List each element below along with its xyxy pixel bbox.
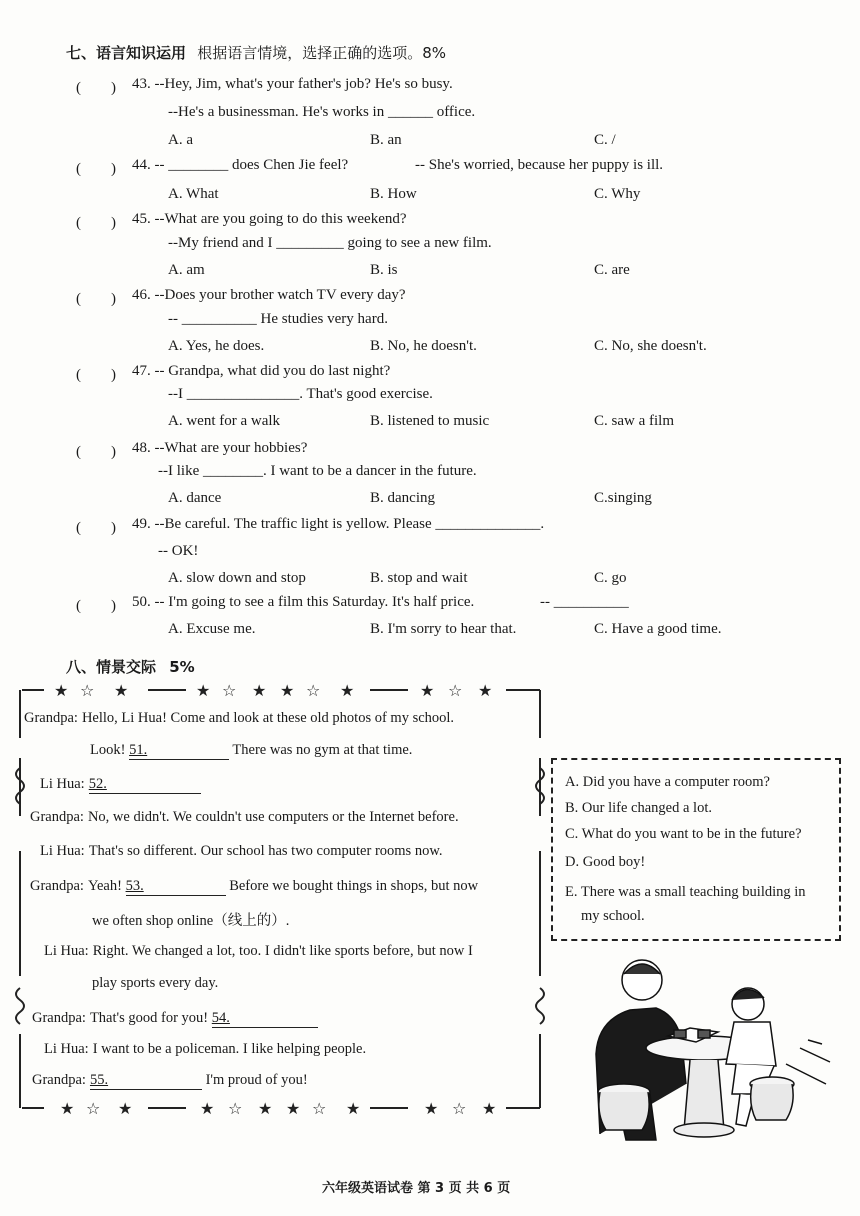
dialogue-line — [92, 975, 218, 992]
star-icon: ☆ — [80, 681, 95, 700]
star-icon: ★ — [60, 1099, 75, 1118]
option-c[interactable]: C. / — [594, 132, 616, 148]
question-text: 44. -- ________ does Chen Jie feel? — [132, 157, 349, 173]
section8-title: 八、情景交际 — [66, 658, 157, 676]
star-icon: ★ — [196, 681, 211, 700]
star-icon: ★ — [118, 1099, 133, 1118]
page-footer: 六年级英语试卷 第 3 页 共 6 页 — [322, 1181, 511, 1196]
star-icon: ☆ — [86, 1099, 101, 1118]
option-a[interactable]: A. a — [168, 132, 193, 148]
dialogue-line — [90, 742, 412, 760]
answer-blank[interactable]: ( ) — [76, 161, 116, 177]
choice-a: A. Did you have a computer room? — [565, 774, 770, 790]
answer-blank[interactable]: ( ) — [76, 80, 116, 96]
question-response: -- __________ He studies very hard. — [168, 311, 388, 327]
star-icon: ☆ — [448, 681, 463, 700]
speaker-label: Grandpa: — [30, 809, 84, 825]
question-text: 49. --Be careful. The traffic light is yellow. Please ______________. — [132, 516, 545, 532]
option-a[interactable]: A. Excuse me. — [168, 621, 256, 637]
option-a[interactable]: A. went for a walk — [168, 413, 281, 429]
option-a[interactable]: A. am — [168, 262, 205, 278]
dialogue-text-after: Before we bought things in shops, but now — [225, 878, 479, 894]
dialogue-text: Look! — [90, 742, 130, 758]
answer-blank[interactable]: ( ) — [76, 520, 116, 536]
question-response: --I like ________. I want to be a dancer in the future. — [158, 463, 477, 479]
option-b[interactable]: B. an — [370, 132, 402, 148]
star-icon: ★ — [200, 1099, 215, 1118]
star-icon: ★ — [340, 681, 355, 700]
dialogue-answer-blank[interactable]: 51. — [129, 742, 229, 760]
question-response: -- She's worried, because her puppy is ill. — [415, 157, 664, 173]
option-b[interactable]: B. is — [370, 262, 398, 278]
dialogue-text: we often shop online（线上的）. — [92, 913, 290, 929]
option-b[interactable]: B. stop and wait — [370, 570, 468, 586]
star-icon: ★ — [258, 1099, 273, 1118]
section8-percent: 5% — [169, 658, 195, 676]
speaker-label: Grandpa: — [30, 878, 84, 894]
dialogue-text: No, we didn't. We couldn't use computers or the Internet before. — [87, 809, 459, 825]
dialogue-text: play sports every day. — [92, 975, 219, 991]
choice-c: C. What do you want to be in the future? — [565, 826, 802, 842]
section7-heading — [66, 42, 446, 63]
star-icon: ★ — [54, 681, 69, 700]
star-icon: ★ — [482, 1099, 497, 1118]
star-icon: ★ — [280, 681, 295, 700]
question-response: --I _______________. That's good exercise. — [168, 386, 433, 402]
dialogue-line — [32, 1072, 308, 1090]
option-b[interactable]: B. listened to music — [370, 413, 490, 429]
grandpa-boy-illustration — [586, 944, 836, 1144]
star-icon: ★ — [424, 1099, 439, 1118]
speaker-label: Grandpa: — [24, 710, 78, 726]
dialogue-answer-blank[interactable]: 55. — [90, 1072, 202, 1090]
dialogue-text: That's so different. Our school has two computer rooms now. — [88, 843, 443, 859]
option-c[interactable]: C. Have a good time. — [594, 621, 722, 637]
choice-d: D. Good boy! — [565, 854, 646, 870]
dialogue-text-after: There was no gym at that time. — [229, 742, 413, 758]
dialogue-text: Yeah! — [87, 878, 126, 894]
speaker-label: Li Hua: — [40, 776, 85, 792]
question-text: 46. --Does your brother watch TV every day? — [132, 287, 406, 303]
star-icon: ★ — [114, 681, 129, 700]
option-c[interactable]: C. No, she doesn't. — [594, 338, 707, 354]
section8-heading — [66, 656, 195, 677]
star-icon: ★ — [346, 1099, 361, 1118]
option-a[interactable]: A. What — [168, 186, 219, 202]
answer-blank[interactable]: ( ) — [76, 291, 116, 307]
question-text: 50. -- I'm going to see a film this Saturday. It's half price. — [132, 594, 475, 610]
option-b[interactable]: B. No, he doesn't. — [370, 338, 477, 354]
option-a[interactable]: A. dance — [168, 490, 222, 506]
section7-instruction: 根据语言情境，选择正确的选项。8% — [197, 44, 447, 62]
dialogue-line — [44, 1041, 366, 1058]
question-text: 47. -- Grandpa, what did you do last night? — [132, 363, 391, 379]
question-text: 48. --What are your hobbies? — [132, 440, 308, 456]
star-icon: ★ — [286, 1099, 301, 1118]
dialogue-text-after: I'm proud of you! — [201, 1072, 308, 1088]
choices-box — [551, 758, 841, 941]
question-response: --My friend and I _________ going to see a new film. — [168, 235, 492, 251]
star-icon: ☆ — [452, 1099, 467, 1118]
star-icon: ★ — [252, 681, 267, 700]
speaker-label: Grandpa: — [32, 1010, 86, 1026]
star-icon: ☆ — [312, 1099, 327, 1118]
dialogue-line — [32, 1010, 318, 1028]
dialogue-answer-blank[interactable]: 53. — [126, 878, 226, 896]
question-text: 45. --What are you going to do this weekend? — [132, 211, 407, 227]
dialogue-line — [30, 878, 478, 896]
dialogue-text: I want to be a policeman. I like helping people. — [92, 1041, 367, 1057]
dialogue-text: That's good for you! — [89, 1010, 212, 1026]
dialogue-line — [44, 943, 473, 960]
choice-e: E. There was a small teaching building in — [565, 884, 806, 900]
speaker-label: Grandpa: — [32, 1072, 86, 1088]
star-icon: ☆ — [306, 681, 321, 700]
question-text: 43. --Hey, Jim, what's your father's job? He's so busy. — [132, 76, 453, 92]
option-c[interactable]: C. are — [594, 262, 630, 278]
option-a[interactable]: A. Yes, he does. — [168, 338, 265, 354]
dialogue-answer-blank[interactable]: 52. — [89, 776, 201, 794]
question-response: -- OK! — [158, 543, 199, 559]
choice-e-continued: my school. — [581, 908, 645, 924]
option-a[interactable]: A. slow down and stop — [168, 570, 306, 586]
option-c[interactable]: C. saw a film — [594, 413, 674, 429]
dialogue-line — [24, 710, 454, 727]
dialogue-line — [40, 843, 442, 860]
star-icon: ★ — [478, 681, 493, 700]
option-b[interactable]: B. I'm sorry to hear that. — [370, 621, 517, 637]
answer-blank[interactable]: ( ) — [76, 367, 116, 383]
option-b[interactable]: B. How — [370, 186, 417, 202]
question-response: -- __________ — [540, 594, 629, 610]
answer-blank[interactable]: ( ) — [76, 598, 116, 614]
speaker-label: Li Hua: — [44, 943, 89, 959]
star-icon: ☆ — [222, 681, 237, 700]
dialogue-line — [30, 809, 459, 826]
section7-title: 七、语言知识运用 — [66, 44, 187, 62]
speaker-label: Li Hua: — [44, 1041, 89, 1057]
answer-blank[interactable]: ( ) — [76, 444, 116, 460]
dialogue-line — [92, 909, 289, 930]
dialogue-line — [40, 776, 201, 794]
choice-b: B. Our life changed a lot. — [565, 800, 712, 816]
star-icon: ☆ — [228, 1099, 243, 1118]
option-c[interactable]: C. go — [594, 570, 627, 586]
question-response: --He's a businessman. He's works in ______ office. — [168, 104, 476, 120]
option-c[interactable]: C. Why — [594, 186, 641, 202]
answer-blank[interactable]: ( ) — [76, 215, 116, 231]
dialogue-answer-blank[interactable]: 54. — [212, 1010, 318, 1028]
dialogue-text: Right. We changed a lot, too. I didn't like sports before, but now I — [92, 943, 473, 959]
dialogue-text: Hello, Li Hua! Come and look at these old photos of my school. — [81, 710, 455, 726]
star-icon: ★ — [420, 681, 435, 700]
option-b[interactable]: B. dancing — [370, 490, 435, 506]
speaker-label: Li Hua: — [40, 843, 85, 859]
option-c[interactable]: C.singing — [594, 490, 652, 506]
